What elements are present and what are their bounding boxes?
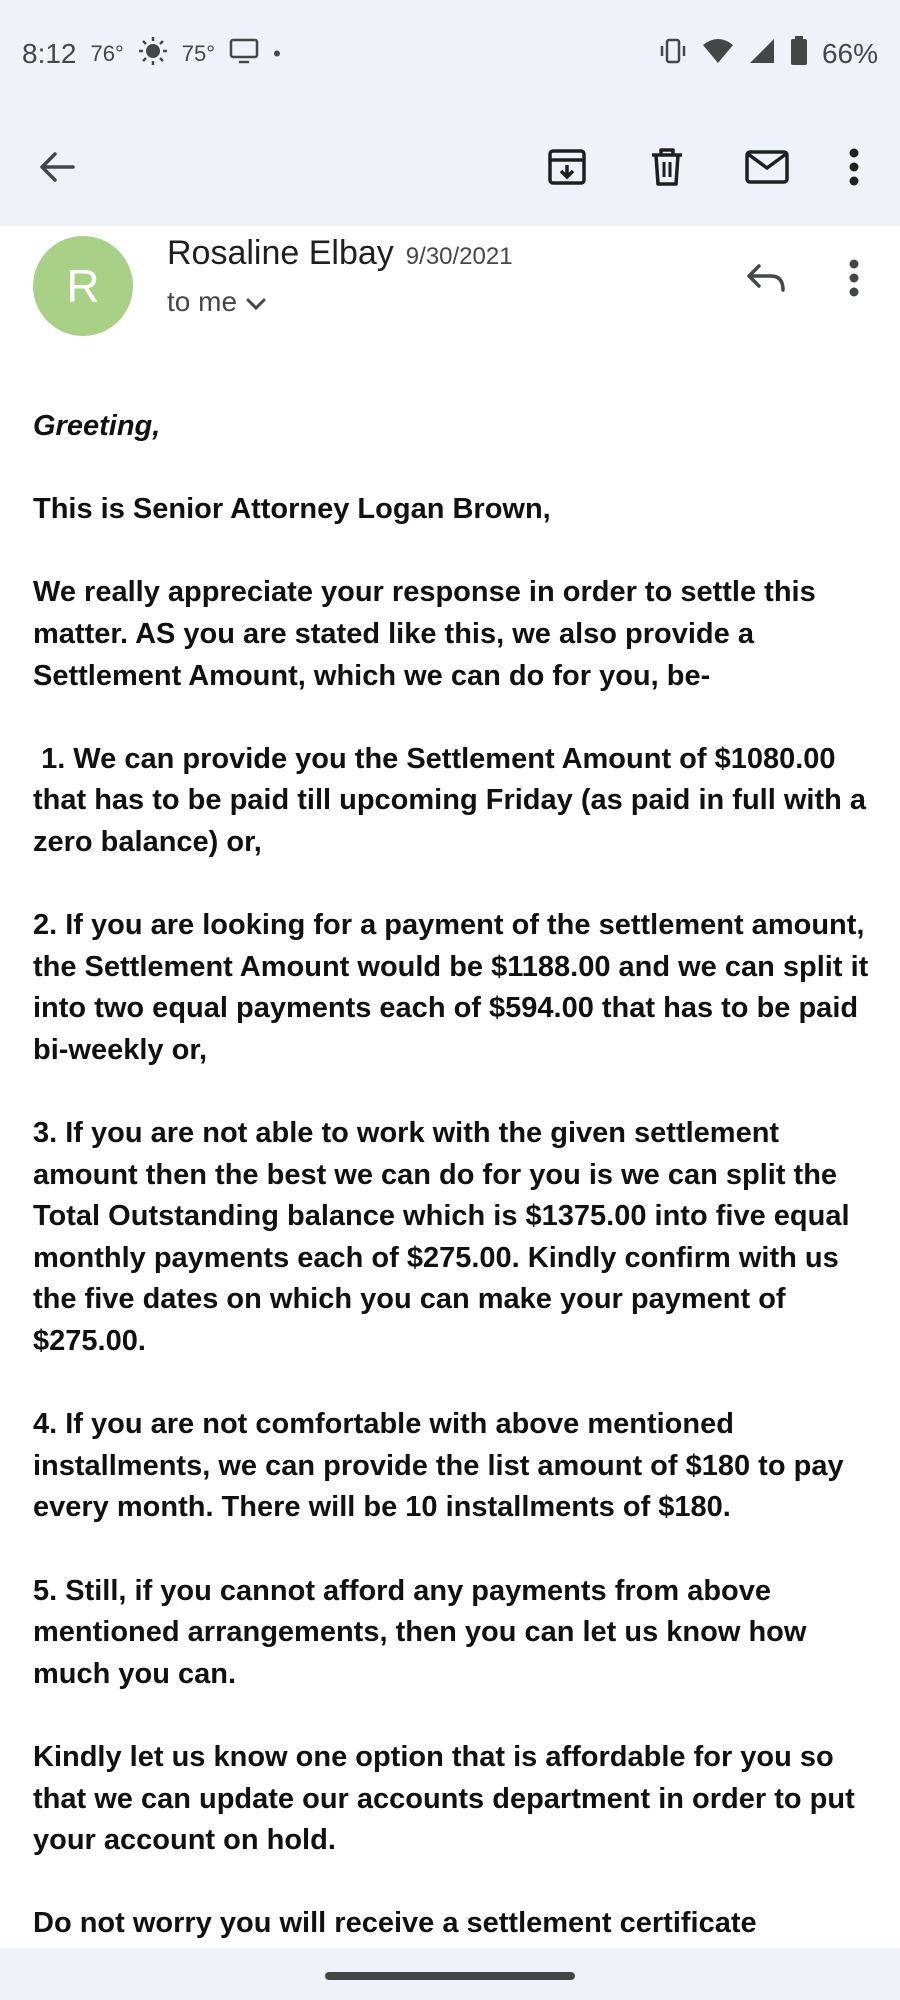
recipient-toggle[interactable] bbox=[167, 286, 267, 318]
body-paragraph: We really appreciate your response in order to settle this matter. AS you are stated like this, we also provide a Settlement Amount, which we can do for you, be- bbox=[33, 576, 816, 692]
system-nav-bar bbox=[0, 1948, 900, 2000]
sender-line bbox=[167, 234, 513, 273]
chevron-down-icon bbox=[245, 286, 267, 318]
body-paragraph: 4. If you are not comfortable with above mentioned installments, we can provide the list amount of $180 to pay every month. There will be 10 installments of $180. bbox=[33, 1408, 844, 1524]
email-toolbar bbox=[0, 108, 900, 226]
email-header bbox=[0, 226, 900, 376]
avatar-letter: R bbox=[66, 260, 100, 312]
status-time: 8:12 bbox=[22, 38, 77, 69]
email-view bbox=[0, 226, 900, 1948]
body-paragraph: 3. If you are not able to work with the given settlement amount then the best we can do for you is we can split the Total Outstanding balance which is $1375.00 into five equal monthly payments each of $275.00. Kindly confirm with us the five dates on which you can make your payment of $275.00. bbox=[33, 1117, 850, 1358]
email-date: 9/30/2021 bbox=[405, 243, 513, 270]
wifi-icon bbox=[702, 38, 734, 71]
status-left bbox=[22, 36, 281, 73]
weather-sun-icon bbox=[138, 36, 168, 73]
screen-cast-icon bbox=[229, 38, 259, 71]
back-arrow-icon[interactable] bbox=[27, 137, 87, 197]
body-paragraph: Kindly let us know one option that is affordable for you so that we can update our accounts department in order to put your account on hold. bbox=[33, 1741, 855, 1857]
archive-icon[interactable] bbox=[537, 137, 597, 197]
body-paragraph: 5. Still, if you cannot afford any payments from above mentioned arrangements, then you can let us know how much you can. bbox=[33, 1574, 807, 1690]
email-body bbox=[33, 406, 878, 1948]
greeting-paragraph: Greeting, bbox=[33, 410, 161, 442]
body-paragraph: This is Senior Attorney Logan Brown, bbox=[33, 493, 551, 526]
recipient-label: to me bbox=[167, 286, 238, 317]
status-right bbox=[658, 36, 878, 73]
battery-percent: 66% bbox=[821, 38, 878, 69]
body-paragraph: 1. We can provide you the Settlement Amount of $1080.00 that has to be paid till upcoming Friday (as paid in full with a zero balance) or, bbox=[33, 742, 875, 858]
avatar[interactable] bbox=[33, 236, 133, 336]
cell-signal-icon bbox=[748, 38, 776, 71]
status-temp-2: 75° bbox=[181, 41, 216, 66]
home-gesture-handle[interactable] bbox=[325, 1972, 575, 1980]
battery-icon bbox=[790, 36, 808, 73]
message-more-icon[interactable] bbox=[826, 250, 882, 306]
sender-name: Rosaline Elbay bbox=[167, 234, 394, 272]
status-bar bbox=[0, 0, 900, 108]
reply-icon[interactable] bbox=[738, 250, 794, 306]
body-paragraph: Do not worry you will receive a settlement certificate bbox=[33, 1907, 757, 1940]
vibrate-icon bbox=[658, 37, 688, 72]
body-paragraph: 2. If you are looking for a payment of the settlement amount, the Settlement Amount would be $1188.00 and we can split it into two equal payments each of $594.00 that has to be paid bi-weekly or, bbox=[33, 909, 869, 1066]
delete-icon[interactable] bbox=[637, 137, 697, 197]
more-vert-icon[interactable] bbox=[824, 137, 884, 197]
status-dot: • bbox=[273, 41, 281, 66]
mail-icon[interactable] bbox=[737, 137, 797, 197]
status-temp-1: 76° bbox=[90, 41, 124, 66]
